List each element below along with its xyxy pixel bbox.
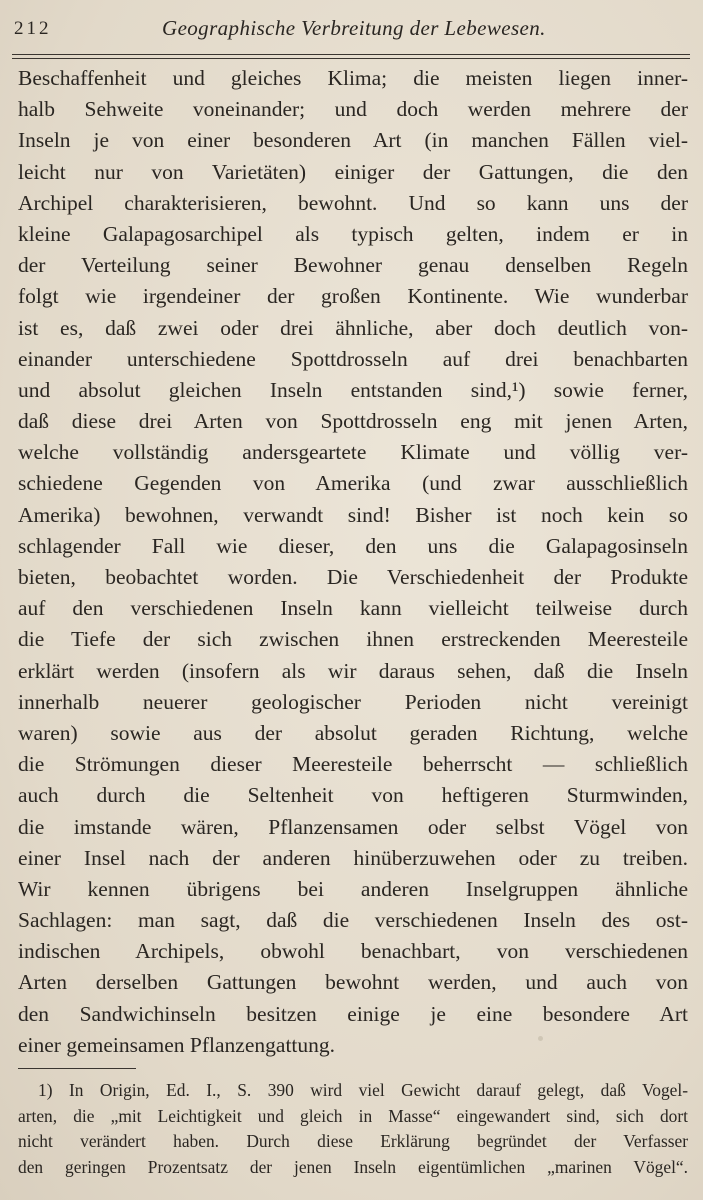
text-line: schlagender Fall wie dieser, den uns die Galapagosinseln [18, 533, 688, 558]
text-line: einer Insel nach der anderen hinüberzuwehen oder zu treiben. [18, 845, 688, 870]
text-line: folgt wie irgendeiner der großen Kontinente. Wie wunderbar [18, 284, 688, 309]
text-line: welche vollständig andersgeartete Klimate und völlig ver- [18, 440, 688, 465]
body-text [18, 63, 688, 1061]
text-line: die Strömungen dieser Meeresteile beherrscht — schließlich [18, 752, 688, 777]
text-line: Sachlagen: man sagt, daß die verschiedenen Inseln des ost- [18, 908, 688, 933]
text-line: Inseln je von einer besonderen Art (in manchen Fällen viel- [18, 128, 688, 153]
header-rule-secondary [12, 58, 690, 59]
footnote [18, 1078, 688, 1180]
text-line: innerhalb neuerer geologischer Perioden nicht vereinigt [18, 689, 688, 714]
text-line: Archipel charakterisieren, bewohnt. Und so kann uns der [18, 190, 688, 215]
text-line: bieten, beobachtet worden. Die Verschiedenheit der Produkte [18, 565, 688, 589]
text-line: ist es, daß zwei oder drei ähnliche, aber doch deutlich von- [18, 315, 688, 340]
text-line: kleine Galapagosarchipel als typisch gelten, indem er in [18, 221, 688, 246]
text-line: einander unterschiedene Spottdrosseln auf drei benachbarten [18, 346, 688, 371]
text-line: indischen Archipels, obwohl benachbart, von verschiedenen [18, 939, 688, 964]
text-line: halb Sehweite voneinander; und doch werden mehrere der [18, 97, 688, 122]
text-line-last: einer gemeinsamen Pflanzengattung. [18, 1032, 336, 1057]
text-line: Beschaffenheit und gleiches Klima; die meisten liegen inner- [18, 66, 688, 90]
text-line: die Tiefe der sich zwischen ihnen erstreckenden Meeresteile [18, 627, 688, 652]
footnote-line: nicht verändert haben. Durch diese Erklärung begründet der Verfasser [18, 1131, 688, 1152]
text-line: Amerika) bewohnen, verwandt sind! Bisher ist noch kein so [18, 502, 688, 527]
page-number: 212 [14, 18, 52, 39]
footnote-line: den geringen Prozentsatz der jenen Inseln eigentümlichen „marinen Vögel“. [18, 1156, 688, 1177]
text-line: schiedene Gegenden von Amerika (und zwar ausschließlich [18, 471, 688, 496]
text-line: auch durch die Seltenheit von heftigeren Sturmwinden, [18, 783, 688, 808]
footnote-rule [18, 1068, 136, 1069]
text-line: Wir kennen übrigens bei anderen Inselgruppen ähnliche [18, 876, 688, 901]
text-line: Arten derselben Gattungen bewohnt werden, und auch von [18, 970, 688, 995]
header-rule [12, 54, 690, 55]
text-line: die imstande wären, Pflanzensamen oder selbst Vögel von [18, 814, 688, 839]
text-line: erklärt werden (insofern als wir daraus sehen, daß die Inseln [18, 658, 688, 683]
text-line: den Sandwichinseln besitzen einige je eine besondere Art [18, 1001, 688, 1026]
footnote-line: arten, die „mit Leichtigkeit und gleich in Masse“ eingewandert sind, sich dort [18, 1105, 688, 1126]
text-line: der Verteilung seiner Bewohner genau denselben Regeln [18, 253, 688, 278]
text-line: daß diese drei Arten von Spottdrosseln eng mit jenen Arten, [18, 409, 688, 434]
text-line: auf den verschiedenen Inseln kann vielleicht teilweise durch [18, 596, 688, 621]
page-header [12, 16, 692, 42]
paper-speck [538, 1036, 543, 1041]
running-title: Geographische Verbreitung der Lebewesen. [162, 16, 546, 40]
text-line: waren) sowie aus der absolut geraden Richtung, welche [18, 720, 688, 745]
footnote-line: 1) In Origin, Ed. I., S. 390 wird viel Gewicht darauf gelegt, daß Vogel- [38, 1080, 688, 1100]
text-line: und absolut gleichen Inseln entstanden sind,¹) sowie ferner, [18, 377, 688, 402]
text-line: leicht nur von Varietäten) einiger der Gattungen, die den [18, 159, 688, 184]
